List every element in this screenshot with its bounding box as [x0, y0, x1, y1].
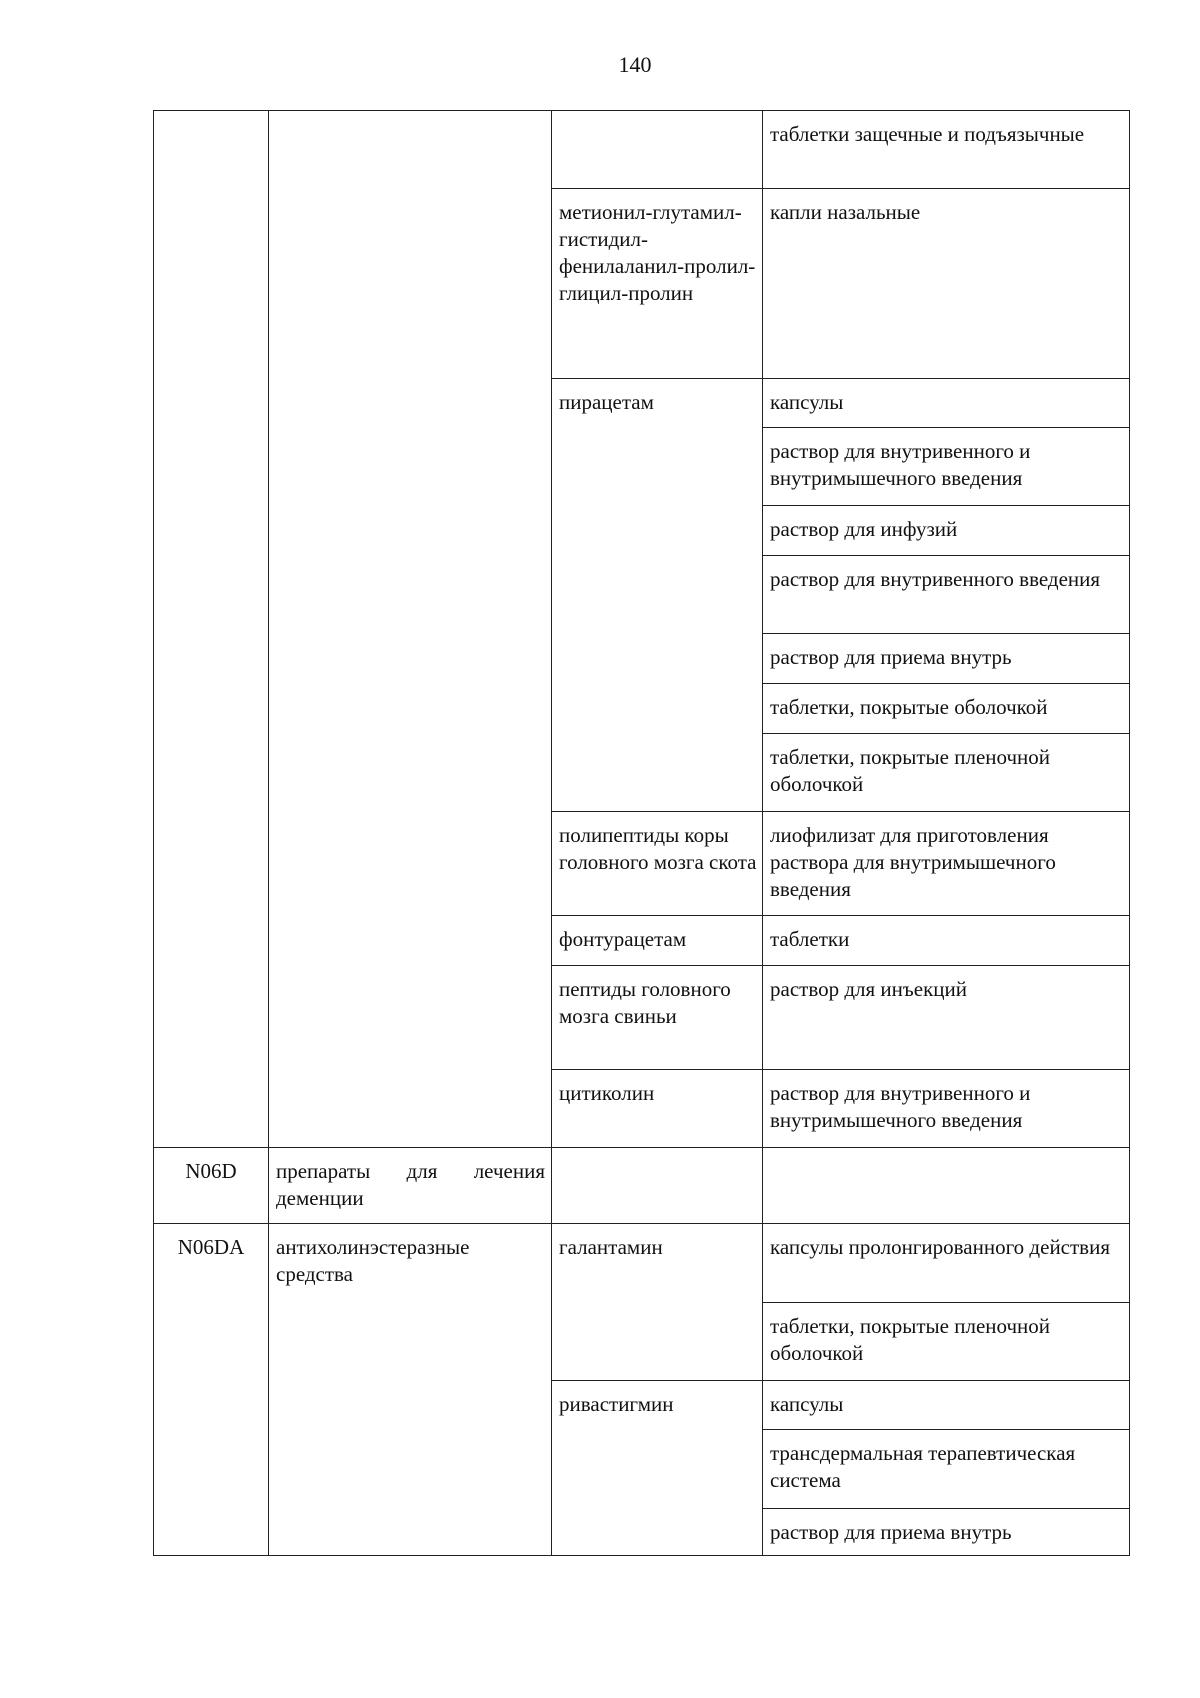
group-cell [269, 111, 552, 1148]
table-row [552, 111, 1130, 189]
atc-code-cell [154, 111, 269, 1148]
drug-name-cell [552, 111, 763, 189]
table-row [552, 1224, 1130, 1381]
table-row [552, 916, 1130, 966]
dosage-form-cell: раствор для инфузий [763, 506, 1130, 556]
dosage-form-cell: раствор для внутривенного введения [763, 556, 1130, 634]
group-cell: антихолинэстеразные средства [269, 1224, 552, 1556]
group-word: лечения [473, 1159, 545, 1183]
drug-name-cell: галантамин [552, 1224, 763, 1381]
dosage-form-cell: капли назальные [763, 189, 1130, 379]
dosage-form-cell: капсулы [763, 379, 1130, 428]
dosage-form-cell: капсулы пролонгированного действия [763, 1224, 1130, 1303]
dosage-form-cell: раствор для инъекций [763, 966, 1130, 1070]
drug-name-cell: пирацетам [552, 379, 763, 812]
table-row-n06d [154, 1148, 1130, 1224]
drug-name-cell: полипептиды коры головного мозга скота [552, 812, 763, 916]
drug-name-cell [552, 1148, 763, 1224]
table-row [552, 379, 1130, 812]
dosage-form-cell: таблетки, покрытые оболочкой [763, 684, 1130, 734]
drug-name-cell: фонтурацетам [552, 916, 763, 966]
table-block-n06da [154, 1224, 1130, 1556]
table-row [552, 1381, 1130, 1556]
drug-name-cell: метионил-глутамил-гистидил-фенилаланил-пролил-глицил-пролин [552, 189, 763, 379]
dosage-form-cell: таблетки, покрытые пленочной оболочкой [763, 734, 1130, 812]
table-row [552, 812, 1130, 916]
dosage-form-cell: таблетки [763, 916, 1130, 966]
page-number: 140 [618, 52, 652, 77]
table-row [552, 1070, 1130, 1148]
drug-name-cell: ривастигмин [552, 1381, 763, 1556]
table-row [552, 189, 1130, 379]
group-word: для [406, 1159, 438, 1183]
group-word: препараты [276, 1159, 371, 1183]
dosage-form-cell: лиофилизат для приготовления раствора для внутримышечного введения [763, 812, 1130, 916]
table-block-continuation [154, 111, 1130, 1148]
group-word: деменции [276, 1186, 364, 1210]
atc-code-cell: N06D [154, 1148, 269, 1224]
atc-code-cell: N06DA [154, 1224, 269, 1556]
dosage-form-cell: капсулы [763, 1381, 1130, 1430]
dosage-form-cell: таблетки защечные и подъязычные [763, 111, 1130, 189]
drug-rows [552, 111, 1130, 1148]
drug-name-cell: цитиколин [552, 1070, 763, 1148]
dosage-form-cell: раствор для приема внутрь [763, 634, 1130, 684]
dosage-form-cell: раствор для внутривенного и внутримышечного введения [763, 1070, 1130, 1148]
drug-name-cell: пептиды головного мозга свиньи [552, 966, 763, 1070]
drug-table [153, 110, 1130, 1556]
group-cell [269, 1148, 552, 1224]
table-row [552, 966, 1130, 1070]
dosage-form-cell: таблетки, покрытые пленочной оболочкой [763, 1303, 1130, 1381]
dosage-form-cell: раствор для приема внутрь [763, 1509, 1130, 1556]
dosage-form-cell: раствор для внутривенного и внутримышечного введения [763, 428, 1130, 506]
dosage-form-cell [763, 1148, 1130, 1224]
dosage-form-cell: трансдермальная терапевтическая система [763, 1430, 1130, 1509]
